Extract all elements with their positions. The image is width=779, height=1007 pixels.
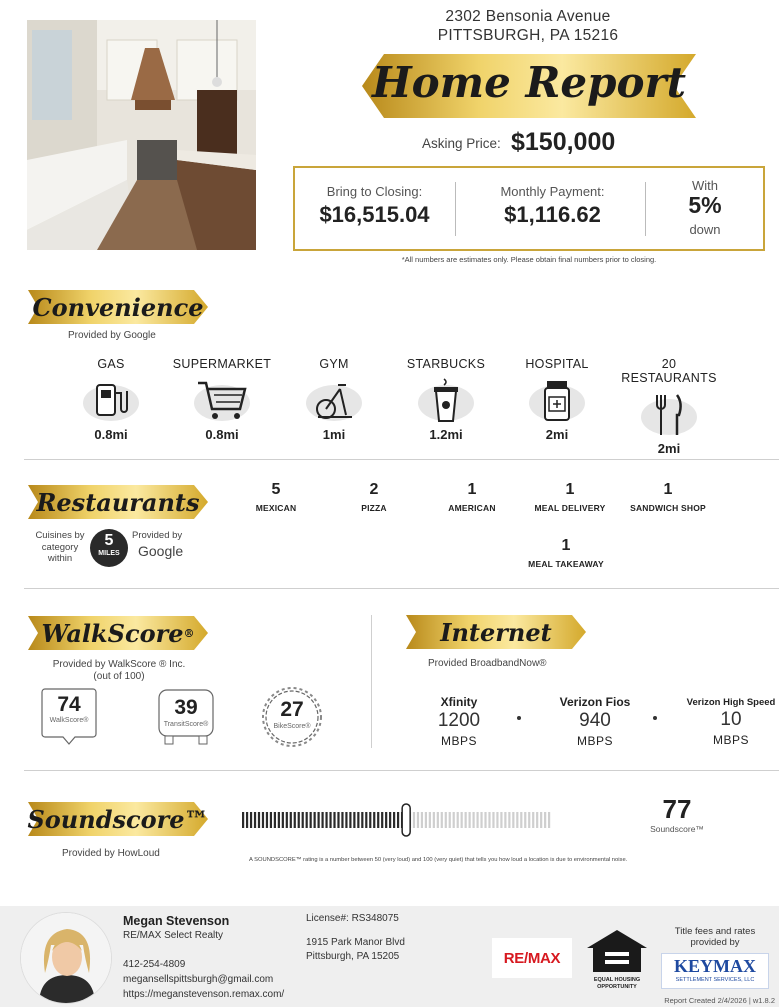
meter-tick: [425, 812, 427, 828]
meter-tick: [250, 812, 252, 828]
equal-housing-logo: EQUAL HOUSING OPPORTUNITY: [585, 928, 649, 988]
meter-tick: [429, 812, 431, 828]
disclaimer: *All numbers are estimates only. Please obtain final numbers prior to closing.: [401, 255, 657, 264]
meter-tick: [310, 812, 312, 828]
meter-tick: [369, 812, 371, 828]
address-line-1: 2302 Bensonia Avenue: [445, 8, 611, 25]
meter-tick: [385, 812, 387, 828]
meter-tick: [254, 812, 256, 828]
meter-tick: [389, 812, 391, 828]
meter-tick: [393, 812, 395, 828]
meter-tick: [512, 812, 514, 828]
restaurant-category: 1 AMERICAN: [448, 481, 496, 513]
meter-tick: [361, 812, 363, 828]
meter-tick: [282, 812, 284, 828]
meter-tick: [484, 812, 486, 828]
meter-tick: [457, 812, 459, 828]
agent-phone[interactable]: 412-254-4809: [123, 959, 186, 970]
restaurant-category: 1 MEAL TAKEAWAY: [528, 537, 604, 569]
gas-pump-icon: [79, 377, 143, 423]
meter-tick: [472, 812, 474, 828]
isp-verizon-fios: Verizon Fios 940 MBPS: [559, 695, 631, 748]
google-logo: Google: [138, 543, 184, 559]
down-with: With: [692, 178, 718, 193]
soundscore-note: A SOUNDSCORE™ rating is a number between 50 (very loud) and 100 (very quiet) that tells you how loud a location is due to environmental noise.: [249, 857, 628, 863]
exercise-bike-icon: [302, 377, 366, 423]
meter-tick: [274, 812, 276, 828]
transitscore-badge: 39 TransitScore®: [157, 688, 215, 746]
meter-tick: [445, 812, 447, 828]
isp-xfinity: Xfinity 1200 MBPS: [437, 695, 481, 748]
home-report-banner: [362, 50, 696, 122]
restaurant-category: 2 PIZZA: [361, 481, 387, 513]
convenience-item-restaurants: 20 RESTAURANTS 2mi: [621, 357, 717, 456]
closing-label: Bring to Closing:: [326, 184, 423, 199]
isp-verizon-high-speed: Verizon High Speed 10 MBPS: [686, 697, 776, 747]
meter-tick: [306, 812, 308, 828]
meter-tick: [465, 812, 467, 828]
meter-tick: [286, 812, 288, 828]
house-photo: [27, 20, 256, 250]
meter-tick: [258, 812, 260, 828]
restaurant-category: 1 SANDWICH SHOP: [630, 481, 706, 513]
meter-tick: [345, 812, 347, 828]
convenience-title: Convenience: [32, 292, 204, 322]
soundscore-value: 77: [662, 794, 692, 824]
monthly-value: $1,116.62: [504, 202, 601, 227]
monthly-label: Monthly Payment:: [500, 184, 605, 199]
walkscore-banner: [28, 614, 208, 652]
coffee-cup-icon: [414, 377, 478, 423]
meter-tick: [349, 812, 351, 828]
convenience-item-gym: GYM 1mi: [279, 357, 389, 442]
meter-tick: [337, 812, 339, 828]
internet-title: Internet: [440, 617, 552, 647]
soundscore-label: Soundscore™: [650, 824, 704, 834]
shopping-cart-icon: [190, 377, 254, 423]
cuisines-label: Cuisines by category within: [35, 530, 85, 564]
asking-price-value: $150,000: [511, 128, 616, 156]
meter-tick: [504, 812, 506, 828]
meter-tick: [492, 812, 494, 828]
meter-tick: [353, 812, 355, 828]
meter-tick: [325, 812, 327, 828]
meter-tick: [377, 812, 379, 828]
convenience-item-starbucks: STARBUCKS 1.2mi: [406, 357, 486, 442]
meter-tick: [548, 812, 550, 828]
meter-tick: [520, 812, 522, 828]
meter-marker: [402, 804, 410, 836]
meter-tick: [314, 812, 316, 828]
meter-tick: [433, 812, 435, 828]
meter-tick: [524, 812, 526, 828]
radius-badge: 5 MILES: [90, 529, 128, 567]
agent-address-1: 1915 Park Manor Blvd: [306, 937, 405, 948]
agent-website[interactable]: https://meganstevenson.remax.com/: [123, 989, 285, 1000]
restaurant-category: 5 MEXICAN: [255, 481, 297, 513]
meter-tick: [480, 812, 482, 828]
meter-tick: [270, 812, 272, 828]
meter-tick: [488, 812, 490, 828]
meter-tick: [329, 812, 331, 828]
keymax-logo: KEYMAX SETTLEMENT SERVICES, LLC: [661, 953, 769, 989]
down-percent: 5%: [688, 192, 722, 218]
meter-tick: [469, 812, 471, 828]
restaurants-banner: [28, 483, 208, 521]
meter-tick: [302, 812, 304, 828]
walkscore-provider: Provided by WalkScore ® Inc.: [52, 659, 186, 670]
meter-tick: [461, 812, 463, 828]
meter-tick: [540, 812, 542, 828]
walkscore-scale: (out of 100): [93, 671, 145, 682]
closing-value: $16,515.04: [319, 202, 430, 227]
restaurant-category: 1 MEAL DELIVERY: [534, 481, 606, 513]
remax-logo: RE/MAX: [492, 938, 572, 978]
meter-tick: [278, 812, 280, 828]
bikescore-badge: 27 BikeScore®: [261, 686, 323, 748]
meter-tick: [544, 812, 546, 828]
address-line-2: PITTSBURGH, PA 15216: [437, 27, 619, 44]
meter-tick: [500, 812, 502, 828]
agent-avatar: [20, 912, 112, 1004]
meter-tick: [417, 812, 419, 828]
meter-tick: [294, 812, 296, 828]
meter-tick: [357, 812, 359, 828]
title-fees-label: Title fees and rates provided by: [674, 926, 756, 948]
meter-tick: [516, 812, 518, 828]
soundscore-provider: Provided by HowLoud: [62, 848, 160, 859]
convenience-provider: Provided by Google: [68, 330, 156, 341]
meter-tick: [298, 812, 300, 828]
internet-provider: Provided BroadbandNow®: [428, 658, 547, 669]
meter-tick: [266, 812, 268, 828]
agent-company: RE/MAX Select Realty: [123, 930, 224, 941]
restaurants-title: Restaurants: [36, 487, 200, 517]
agent-name: Megan Stevenson: [123, 914, 230, 928]
summary-box: [293, 166, 765, 251]
meter-tick: [532, 812, 534, 828]
internet-banner: [406, 613, 586, 651]
meter-tick: [508, 812, 510, 828]
meter-tick: [437, 812, 439, 828]
meter-tick: [413, 812, 415, 828]
walkscore-badge: 74 WalkScore®: [41, 687, 97, 745]
meter-tick: [441, 812, 443, 828]
asking-price-label: Asking Price:: [422, 136, 501, 151]
agent-license: License#: RS348075: [306, 913, 399, 924]
fork-knife-icon: [637, 391, 701, 437]
convenience-item-supermarket: SUPERMARKET 0.8mi: [172, 357, 272, 442]
meter-tick: [318, 812, 320, 828]
convenience-item-hospital: HOSPITAL 2mi: [525, 357, 589, 442]
meter-tick: [397, 812, 399, 828]
report-title: Home Report: [371, 58, 686, 107]
meter-tick: [496, 812, 498, 828]
meter-tick: [262, 812, 264, 828]
walkscore-title: WalkScore ®: [41, 618, 195, 648]
meter-tick: [246, 812, 248, 828]
meter-tick: [421, 812, 423, 828]
meter-tick: [341, 812, 343, 828]
meter-tick: [290, 812, 292, 828]
meter-tick: [333, 812, 335, 828]
meter-tick: [373, 812, 375, 828]
meter-tick: [381, 812, 383, 828]
convenience-banner: [28, 288, 208, 326]
report-created: Report Created 2/4/2026 | w1.8.2: [664, 996, 775, 1005]
meter-tick: [242, 812, 244, 828]
meter-tick: [321, 812, 323, 828]
soundscore-banner: [28, 800, 208, 838]
meter-tick: [453, 812, 455, 828]
meter-tick: [528, 812, 530, 828]
convenience-item-gas: GAS 0.8mi: [56, 357, 166, 442]
soundscore-meter: [240, 802, 552, 838]
medicine-bottle-icon: [525, 377, 589, 423]
meter-tick: [536, 812, 538, 828]
down-word: down: [689, 222, 721, 237]
meter-tick: [449, 812, 451, 828]
restaurants-provided-by: Provided by: [132, 530, 183, 541]
footer: [0, 906, 779, 1007]
meter-tick: [476, 812, 478, 828]
agent-email[interactable]: megansellspittsburgh@gmail.com: [123, 974, 274, 985]
meter-tick: [365, 812, 367, 828]
soundscore-title: Soundscore™: [27, 804, 209, 834]
agent-address-2: Pittsburgh, PA 15205: [306, 951, 400, 962]
